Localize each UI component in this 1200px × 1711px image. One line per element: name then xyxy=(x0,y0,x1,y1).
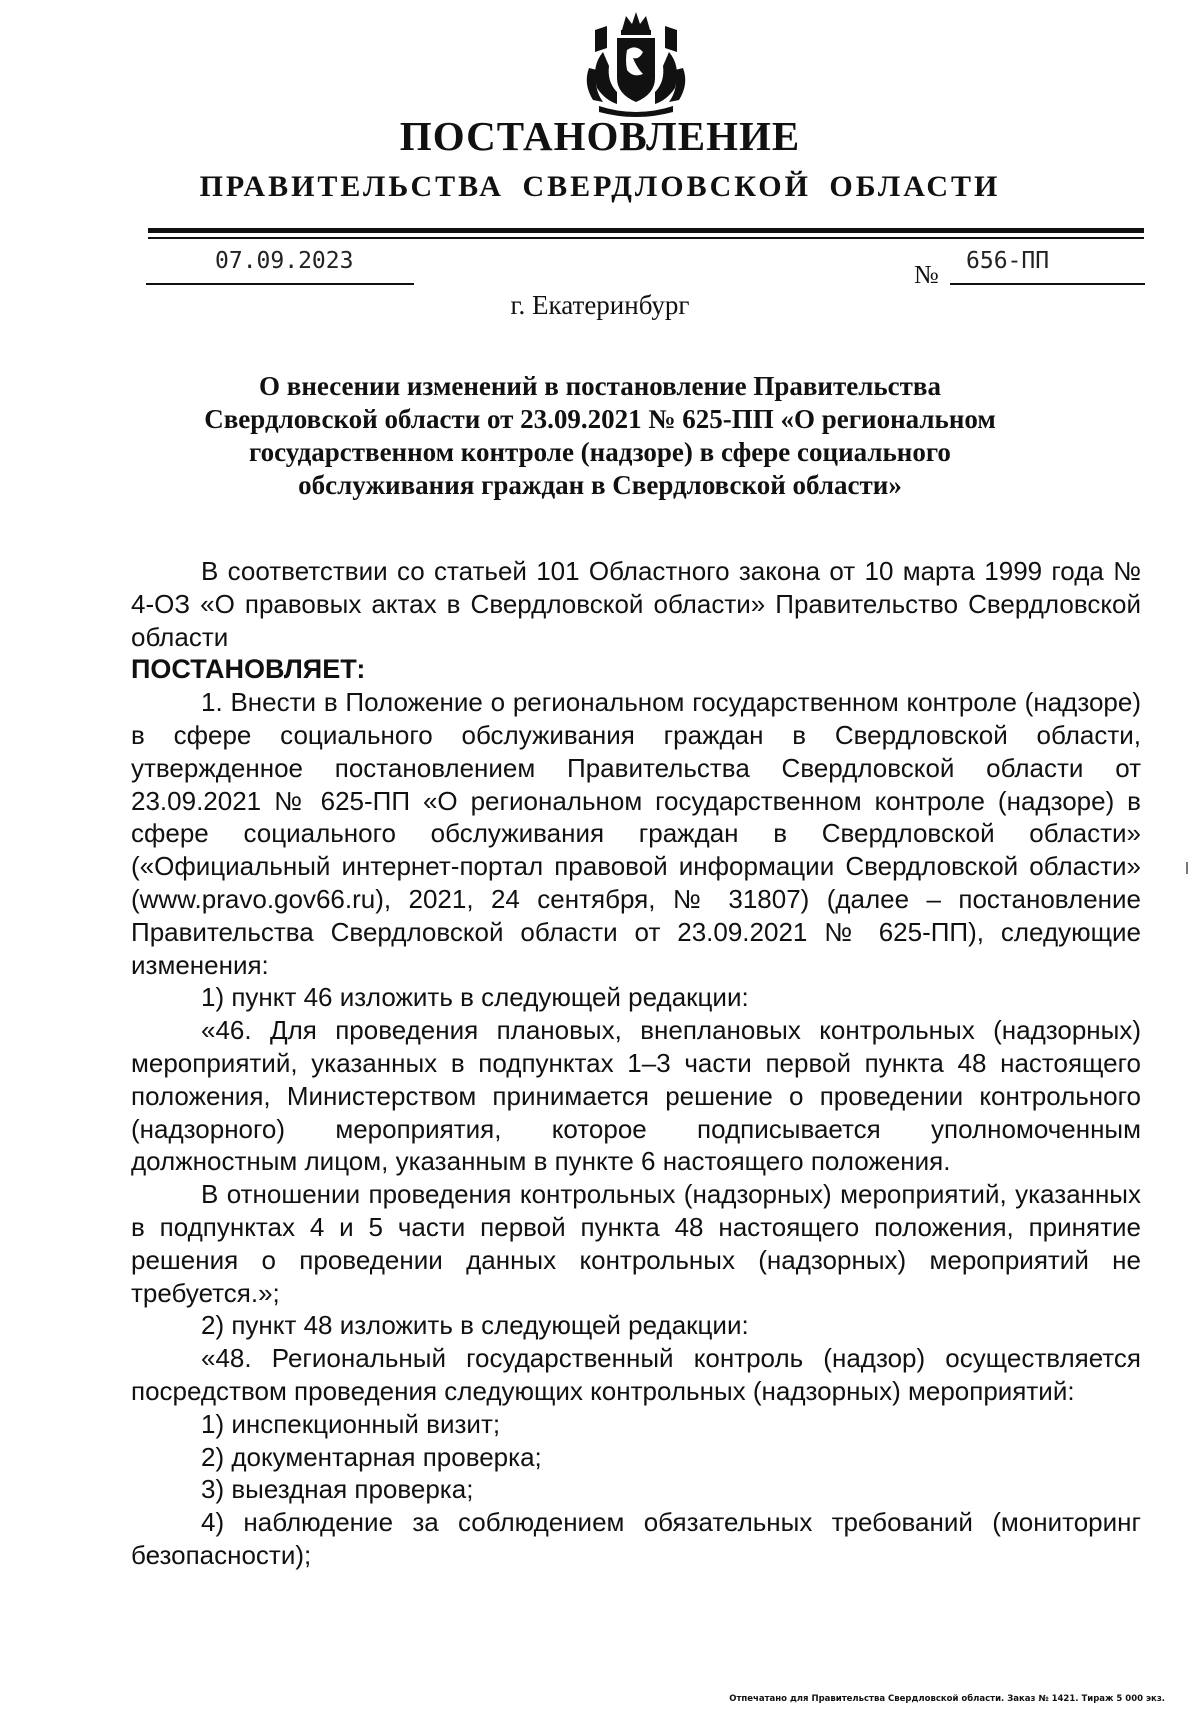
list-item-1: 1) инспекционный визит; xyxy=(201,1408,501,1439)
document-type-title: ПОСТАНОВЛЕНИЕ xyxy=(399,113,801,159)
paragraph-6: «48. Региональный государственный контроль (надзор) осуществляется посредством проведения следующих контрольных (надзорных) мероприятий: xyxy=(131,1343,1141,1406)
document-body xyxy=(131,555,1141,1572)
paragraph-3: «46. Для проведения плановых, внеплановых контрольных (надзорных) мероприятий, указанных в подпунктах 1–3 части первой пункта 48 настоящего положения, Министерством принимается решение о проведении контрольного (надзорного) мероприятия, которое подписывается уполномоченным должностным лицом, указанным в пункте 6 настоящего положения. xyxy=(131,1015,1141,1177)
paragraph-5: 2) пункт 48 изложить в следующей редакции: xyxy=(201,1310,749,1341)
paragraph-4: В отношении проведения контрольных (надзорных) мероприятий, указанных в подпунктах 4 и 5 части первой пункта 48 настоящего положения, принятие решения о проведении данных контрольных (надзорных) мероприятий не требуется.»; xyxy=(131,1179,1141,1308)
document-date: 07.09.2023 xyxy=(215,248,354,274)
list-item-4: 4) наблюдение за соблюдением обязательных требований (мониторинг безопасности); xyxy=(131,1507,1141,1570)
issue-city: г. Екатеринбург xyxy=(510,290,690,320)
document-heading: О внесении изменений в постановление Правительства Свердловской области от 23.09.2021 № 625-ПП «О региональном государственном контроле (надзоре) в сфере социального обслуживания граждан в Свердловской области» xyxy=(204,371,996,500)
document-number: 656-ПП xyxy=(966,248,1050,274)
paragraph-2: 1) пункт 46 изложить в следующей редакции: xyxy=(201,982,749,1013)
list-item-2: 2) документарная проверка; xyxy=(201,1441,542,1472)
coat-of-arms-icon xyxy=(577,8,695,118)
header-divider-thick xyxy=(148,228,1144,233)
print-footer: Отпечатано для Правительства Свердловской области. Заказ № 1421. Тираж 5 000 экз. xyxy=(729,1694,1165,1704)
list-item-3: 3) выездная проверка; xyxy=(201,1474,474,1505)
number-sign: № xyxy=(914,260,939,289)
decree-word: ПОСТАНОВЛЯЕТ: xyxy=(131,654,366,685)
paragraph-1: 1. Внести в Положение о региональном государственном контроле (надзоре) в сфере социального обслуживания граждан в Свердловской области, утвержденное постановлением Правительства Свердловской области от 23.09.2021 № 625-ПП «О региональном государственном контроле (надзоре) в сфере социального обслуживания граждан в Свердловской области» («Официальный интернет-портал правовой информации Свердловской области» (www.pravo.gov66.ru), 2021, 24 сентября, № 31807) (далее – постановление Правительства Свердловской области от 23.09.2021 № 625-ПП), следующие изменения: xyxy=(131,687,1141,980)
issuer-subtitle: ПРАВИТЕЛЬСТВА СВЕРДЛОВСКОЙ ОБЛАСТИ xyxy=(199,170,1001,203)
preamble-paragraph: В соответствии со статьей 101 Областного закона от 10 марта 1999 года № 4-ОЗ «О правовых актах в Свердловской области» Правительство Свердловской области xyxy=(131,556,1141,652)
date-underline xyxy=(146,283,414,285)
scan-margin-mark xyxy=(1186,862,1188,874)
number-underline xyxy=(950,283,1145,285)
header-divider-thin xyxy=(148,237,1144,239)
